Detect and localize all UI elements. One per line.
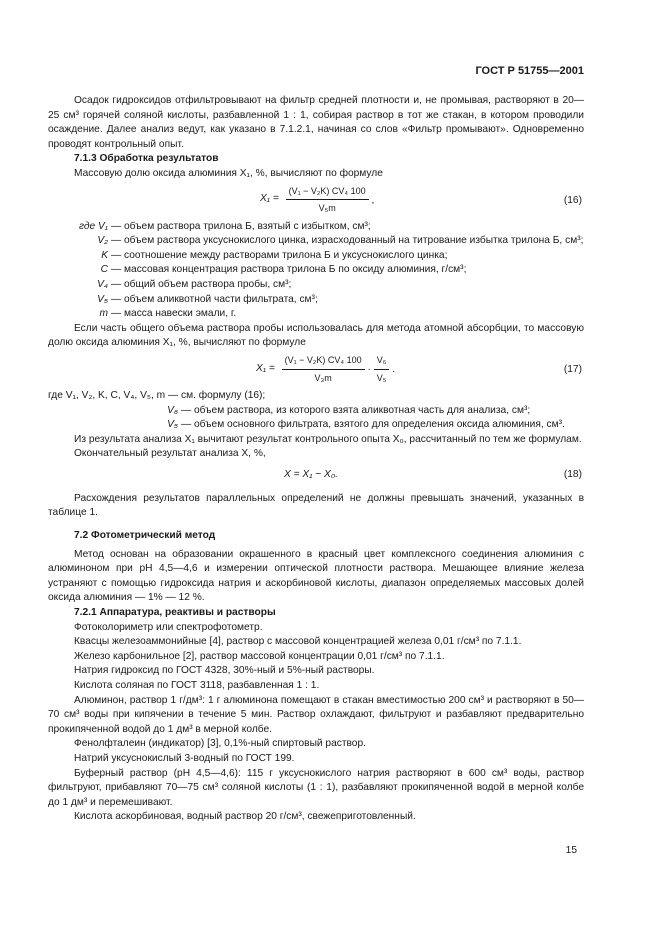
formula-16-numerator: (V₁ − V₂K) CV₄ 100 — [286, 184, 369, 201]
legend-text: — масса навески эмали, г. — [111, 308, 237, 320]
legend-symbol: V₂ — [97, 235, 108, 247]
list-item: Фотоколориметр или спектрофотометр. — [74, 621, 263, 633]
legend-row — [48, 249, 584, 264]
paragraph-buffer: Буферный раствор (pH 4,5—4,6): 115 г уксуснокислого натрия растворяют в 600 см³ воды, раствор фильтруют, прибавляют 70—75 см³ соляной кислоты (1 : 1), разбавляют прокипяченной водой в мерной колбе до 1 дм³ и перемешивают. — [48, 767, 584, 808]
formula-17-numerator: (V₁ − V₂K) CV₄ 100 — [282, 353, 365, 370]
formula-16-denominator: V₅m — [318, 203, 336, 214]
formula-17-numerator-2: V₆ — [374, 353, 390, 370]
legend-symbol: где V₁ — [78, 220, 108, 232]
legend-symbol: m — [99, 308, 108, 320]
list-item: Натрия гидроксид по ГОСТ 4328, 30%-ный и 5%-ный растворы. — [74, 665, 375, 677]
legend-row — [48, 307, 584, 322]
legend-row — [48, 263, 584, 278]
formula-18-number: (18) — [563, 468, 582, 480]
formula-18 — [48, 462, 584, 492]
legend-17 — [48, 404, 584, 433]
legend-text: — объем раствора, из которого взята аликвотная часть для анализа, см³; — [181, 404, 531, 416]
list-item: Квасцы железоаммонийные [4], раствор с массовой концентрацией железа 0,01 г/см³ по 7.1.1. — [74, 636, 522, 648]
paragraph-final: Окончательный результат анализа X, %, — [74, 448, 266, 460]
legend-row — [48, 220, 584, 235]
list-item: Железо карбонильное [2], раствор массовой концентрации 0,01 г/см³ по 7.1.1. — [74, 650, 445, 662]
formula-18-body: X = X₁ − X₀. — [284, 468, 338, 480]
formula-17-lhs: X₁ = — [256, 362, 275, 374]
legend-row — [48, 404, 584, 419]
document-header: ГОСТ Р 51755—2001 — [475, 65, 584, 77]
paragraph-7-2: Метод основан на образовании окрашенного в красный цвет комплексного соединения алюминия с алюминоном при pH 4,5—4,6 и измерении оптической плотности раствора. Мешающее влияние железа устраняют с помощью гидроксида натрия и аскорбиновой кислоты, диапазон определяемых массовых долей оксида алюминия — 1% — 12 %. — [48, 548, 584, 604]
formula-17-multiply: · — [367, 363, 371, 375]
formula-17-tail: . — [392, 363, 396, 375]
formula-16-lhs: X₁ = — [260, 193, 279, 205]
legend-row — [48, 293, 584, 308]
legend-symbol: V₅ — [167, 419, 178, 431]
formula-17 — [48, 351, 584, 389]
formula-16-number: (16) — [563, 194, 582, 206]
legend-16 — [48, 220, 584, 322]
formula-17-fraction — [282, 353, 365, 385]
heading-7-2-1: 7.2.1 Аппаратура, реактивы и растворы — [74, 607, 276, 619]
legend-17-intro: где V₁, V₂, K, C, V₄, V₅, m — см. формулу (16); — [48, 389, 266, 401]
legend-text: — объем раствора уксуснокислого цинка, израсходованный на титрование избытка трилона Б, см³; — [111, 235, 584, 247]
legend-symbol: K — [101, 249, 108, 261]
formula-16-tail: , — [371, 194, 375, 206]
legend-symbol: V₆ — [167, 404, 178, 416]
legend-text: — объем основного фильтрата, взятого для определения оксида алюминия, см³. — [181, 419, 565, 431]
formula-16 — [48, 182, 584, 220]
list-item: Натрий уксуснокислый 3-водный по ГОСТ 199. — [74, 752, 295, 764]
legend-text: — общий объем раствора пробы, см³; — [111, 278, 292, 290]
heading-7-1-3: 7.1.3 Обработка результатов — [74, 153, 219, 165]
page-body — [48, 94, 584, 825]
heading-7-2: 7.2 Фотометрический метод — [74, 530, 216, 542]
paragraph-ascorbic: Кислота аскорбиновая, водный раствор 20 г/см³, свежеприготовленный. — [74, 811, 416, 823]
legend-symbol: V₄ — [97, 278, 108, 290]
legend-symbol: V₅ — [97, 293, 108, 305]
formula-17-denominator: V₃m — [314, 372, 332, 383]
paragraph-control: Из результата анализа X₁ вычитают результат контрольного опыта X₀, рассчитанный по тем же формулам. — [74, 433, 582, 445]
paragraph-aas: Если часть общего объема раствора пробы использовалась для метода атомной абсорбции, то массовую долю оксида алюминия X₁, %, вычисляют по формуле — [48, 322, 584, 349]
formula-17-number: (17) — [563, 363, 582, 375]
list-item: Кислота соляная по ГОСТ 3118, разбавленная 1 : 1. — [74, 680, 320, 691]
legend-row — [48, 418, 584, 433]
page-number: 15 — [565, 845, 577, 856]
paragraph-intro: Осадок гидроксидов отфильтровывают на фильтр средней плотности и, не промывая, растворяют в 20—25 см³ горячей соляной кислоты, разбавленной 1 : 1, собирая раствор в тот же стакан, в котором проводили осаждение. Далее анализ ведут, как указано в 7.1.2.1, начиная со слов «Фильтр промывают». Одновременно проводят контрольный опыт. — [48, 95, 584, 150]
legend-symbol: C — [100, 264, 108, 276]
paragraph-aluminon: Алюминон, раствор 1 г/дм³: 1 г алюминона помещают в стакан вместимостью 200 см³ и растворяют в 50—70 см³ воды при кипячении в течение 5 мин. Раствор охлаждают, фильтруют и разбавляют предварительно прокипяченной водой до 1 дм³ в мерной колбе. — [48, 694, 584, 735]
legend-text: — массовая концентрация раствора трилона Б по оксиду алюминия, г/см³; — [111, 264, 467, 276]
legend-row — [48, 278, 584, 293]
paragraph-7-1-3: Массовую долю оксида алюминия X₁, %, вычисляют по формуле — [74, 167, 383, 179]
list-item: Фенолфталеин (индикатор) [3], 0,1%-ный спиртовый раствор. — [74, 738, 366, 750]
paragraph-divergence: Расхождения результатов параллельных определений не должны превышать значений, указанных в таблице 1. — [48, 492, 584, 519]
formula-17-fraction-2 — [374, 353, 390, 385]
legend-text: — объем аликвотной части фильтрата, см³; — [111, 293, 318, 305]
legend-text: — объем раствора трилона Б, взятый с избытком, см³; — [111, 220, 371, 232]
legend-row — [48, 234, 584, 249]
formula-16-fraction — [286, 184, 369, 216]
legend-text: — соотношение между растворами трилона Б и уксуснокислого цинка; — [111, 249, 448, 261]
formula-17-denominator-2: V₅ — [376, 372, 387, 383]
